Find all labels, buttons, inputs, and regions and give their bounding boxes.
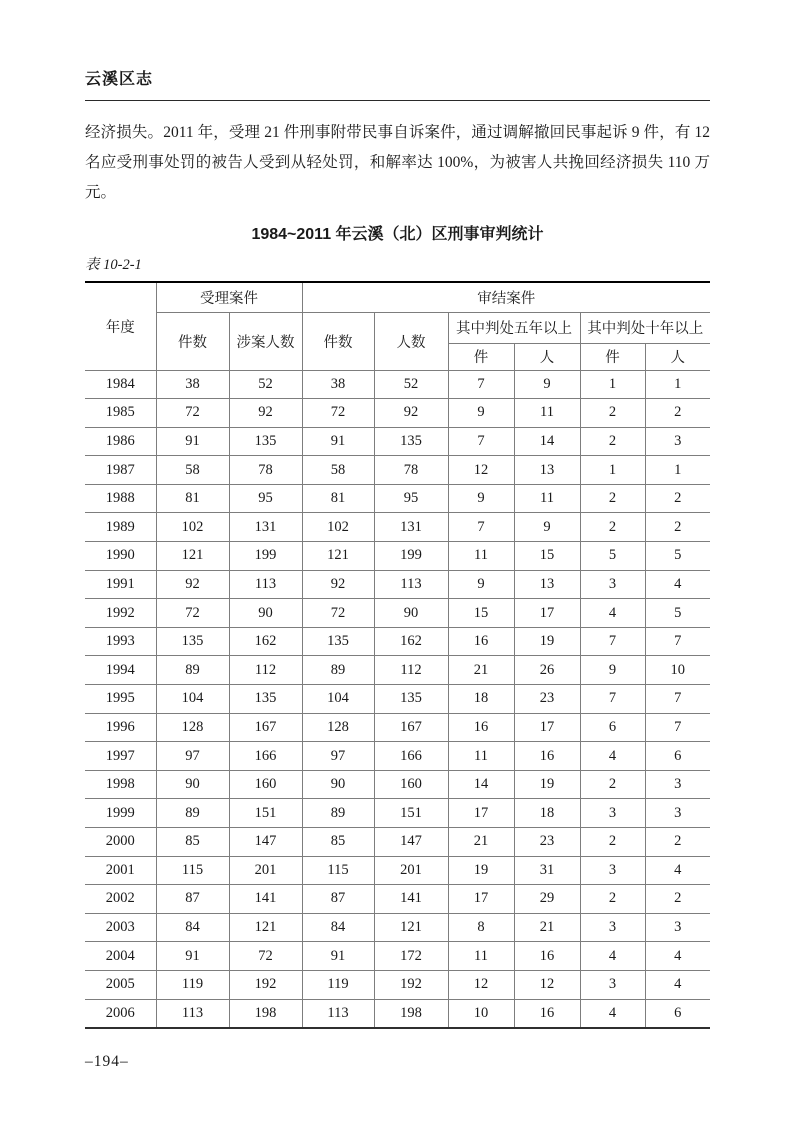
value-cell: 23	[514, 828, 580, 857]
year-cell: 2000	[85, 828, 156, 857]
value-cell: 2	[645, 885, 710, 914]
value-cell: 91	[302, 942, 374, 971]
table-row	[85, 599, 710, 628]
table-row	[85, 685, 710, 714]
value-cell: 141	[229, 885, 302, 914]
value-cell: 166	[374, 742, 448, 771]
value-cell: 84	[302, 913, 374, 942]
value-cell: 17	[514, 713, 580, 742]
table-row	[85, 656, 710, 685]
year-cell: 1985	[85, 399, 156, 428]
value-cell: 135	[374, 427, 448, 456]
header-accepted-cases: 件数	[156, 312, 229, 370]
value-cell: 2	[580, 484, 645, 513]
table-row	[85, 942, 710, 971]
value-cell: 87	[302, 885, 374, 914]
value-cell: 21	[448, 656, 514, 685]
year-cell: 1997	[85, 742, 156, 771]
value-cell: 72	[229, 942, 302, 971]
table-row	[85, 770, 710, 799]
value-cell: 9	[580, 656, 645, 685]
value-cell: 11	[514, 484, 580, 513]
value-cell: 15	[448, 599, 514, 628]
value-cell: 1	[580, 456, 645, 485]
header-concluded-group: 审结案件	[302, 282, 710, 312]
value-cell: 4	[645, 570, 710, 599]
value-cell: 90	[302, 770, 374, 799]
value-cell: 11	[514, 399, 580, 428]
value-cell: 92	[229, 399, 302, 428]
value-cell: 3	[645, 913, 710, 942]
value-cell: 4	[580, 599, 645, 628]
value-cell: 31	[514, 856, 580, 885]
value-cell: 91	[156, 942, 229, 971]
value-cell: 92	[302, 570, 374, 599]
year-cell: 2004	[85, 942, 156, 971]
value-cell: 162	[374, 627, 448, 656]
value-cell: 12	[514, 970, 580, 999]
value-cell: 18	[448, 685, 514, 714]
value-cell: 128	[302, 713, 374, 742]
value-cell: 131	[229, 513, 302, 542]
value-cell: 1	[645, 370, 710, 399]
value-cell: 15	[514, 542, 580, 571]
value-cell: 18	[514, 799, 580, 828]
value-cell: 113	[156, 999, 229, 1028]
year-cell: 1989	[85, 513, 156, 542]
value-cell: 2	[580, 828, 645, 857]
value-cell: 2	[580, 427, 645, 456]
value-cell: 6	[580, 713, 645, 742]
year-cell: 1999	[85, 799, 156, 828]
value-cell: 7	[580, 685, 645, 714]
value-cell: 19	[514, 627, 580, 656]
header-over-ten-years: 其中判处十年以上	[580, 312, 710, 343]
value-cell: 92	[156, 570, 229, 599]
table-row	[85, 999, 710, 1028]
table-row	[85, 370, 710, 399]
value-cell: 147	[374, 828, 448, 857]
statistics-table	[85, 281, 710, 1029]
value-cell: 11	[448, 742, 514, 771]
value-cell: 19	[448, 856, 514, 885]
value-cell: 58	[156, 456, 229, 485]
year-cell: 1995	[85, 685, 156, 714]
value-cell: 38	[156, 370, 229, 399]
value-cell: 90	[156, 770, 229, 799]
value-cell: 90	[374, 599, 448, 628]
table-row	[85, 484, 710, 513]
year-cell: 1992	[85, 599, 156, 628]
table-row	[85, 513, 710, 542]
table-body	[85, 370, 710, 1028]
value-cell: 2	[645, 399, 710, 428]
value-cell: 3	[645, 427, 710, 456]
value-cell: 4	[580, 942, 645, 971]
value-cell: 151	[374, 799, 448, 828]
value-cell: 89	[156, 799, 229, 828]
table-row	[85, 885, 710, 914]
value-cell: 6	[645, 742, 710, 771]
value-cell: 199	[374, 542, 448, 571]
value-cell: 115	[156, 856, 229, 885]
value-cell: 135	[374, 685, 448, 714]
value-cell: 3	[645, 799, 710, 828]
value-cell: 113	[229, 570, 302, 599]
table-title: 1984~2011 年云溪（北）区刑事审判统计	[251, 226, 544, 243]
value-cell: 104	[156, 685, 229, 714]
value-cell: 17	[448, 799, 514, 828]
header-concluded-cases: 件数	[302, 312, 374, 370]
value-cell: 9	[448, 484, 514, 513]
value-cell: 72	[156, 599, 229, 628]
value-cell: 23	[514, 685, 580, 714]
value-cell: 7	[448, 513, 514, 542]
year-cell: 2001	[85, 856, 156, 885]
header-over-five-years: 其中判处五年以上	[448, 312, 580, 343]
value-cell: 201	[374, 856, 448, 885]
year-cell: 2002	[85, 885, 156, 914]
value-cell: 7	[645, 713, 710, 742]
value-cell: 11	[448, 542, 514, 571]
value-cell: 167	[374, 713, 448, 742]
value-cell: 121	[156, 542, 229, 571]
value-cell: 3	[645, 770, 710, 799]
year-cell: 1994	[85, 656, 156, 685]
value-cell: 7	[448, 370, 514, 399]
value-cell: 95	[229, 484, 302, 513]
value-cell: 78	[374, 456, 448, 485]
value-cell: 102	[156, 513, 229, 542]
value-cell: 167	[229, 713, 302, 742]
value-cell: 16	[514, 999, 580, 1028]
value-cell: 10	[645, 656, 710, 685]
header-five-persons: 人	[514, 343, 580, 370]
value-cell: 5	[580, 542, 645, 571]
header-concluded-persons: 人数	[374, 312, 448, 370]
value-cell: 21	[514, 913, 580, 942]
value-cell: 4	[645, 970, 710, 999]
value-cell: 7	[645, 685, 710, 714]
value-cell: 16	[514, 942, 580, 971]
year-cell: 1991	[85, 570, 156, 599]
value-cell: 7	[645, 627, 710, 656]
value-cell: 198	[229, 999, 302, 1028]
value-cell: 14	[514, 427, 580, 456]
value-cell: 112	[374, 656, 448, 685]
value-cell: 72	[302, 599, 374, 628]
year-cell: 1996	[85, 713, 156, 742]
year-cell: 2005	[85, 970, 156, 999]
value-cell: 4	[645, 856, 710, 885]
value-cell: 4	[580, 999, 645, 1028]
value-cell: 13	[514, 570, 580, 599]
value-cell: 2	[645, 828, 710, 857]
value-cell: 72	[302, 399, 374, 428]
table-row	[85, 799, 710, 828]
value-cell: 12	[448, 970, 514, 999]
body-paragraph: 经济损失。2011 年，受理 21 件刑事附带民事自诉案件，通过调解撤回民事起诉 9 件，有 12 名应受刑事处罚的被告人受到从轻处罚，和解率达 100%，为被害人共挽回经济损失 110 万元。	[85, 124, 710, 201]
table-row	[85, 456, 710, 485]
value-cell: 12	[448, 456, 514, 485]
value-cell: 95	[374, 484, 448, 513]
value-cell: 198	[374, 999, 448, 1028]
value-cell: 121	[302, 542, 374, 571]
value-cell: 5	[645, 542, 710, 571]
value-cell: 17	[448, 885, 514, 914]
value-cell: 4	[645, 942, 710, 971]
year-cell: 1988	[85, 484, 156, 513]
value-cell: 3	[580, 570, 645, 599]
value-cell: 14	[448, 770, 514, 799]
header-row-1	[85, 282, 710, 312]
value-cell: 135	[302, 627, 374, 656]
table-row	[85, 542, 710, 571]
value-cell: 16	[514, 742, 580, 771]
table-header	[85, 282, 710, 370]
value-cell: 26	[514, 656, 580, 685]
table-row	[85, 856, 710, 885]
value-cell: 8	[448, 913, 514, 942]
value-cell: 147	[229, 828, 302, 857]
header-accepted-persons: 涉案人数	[229, 312, 302, 370]
header-ten-persons: 人	[645, 343, 710, 370]
year-cell: 1984	[85, 370, 156, 399]
value-cell: 16	[448, 627, 514, 656]
value-cell: 2	[645, 484, 710, 513]
value-cell: 97	[156, 742, 229, 771]
value-cell: 13	[514, 456, 580, 485]
value-cell: 7	[448, 427, 514, 456]
value-cell: 84	[156, 913, 229, 942]
value-cell: 90	[229, 599, 302, 628]
value-cell: 2	[645, 513, 710, 542]
table-row	[85, 570, 710, 599]
value-cell: 1	[645, 456, 710, 485]
value-cell: 201	[229, 856, 302, 885]
table-row	[85, 828, 710, 857]
value-cell: 2	[580, 399, 645, 428]
value-cell: 2	[580, 513, 645, 542]
table-row	[85, 742, 710, 771]
table-row	[85, 713, 710, 742]
value-cell: 160	[229, 770, 302, 799]
header-five-cases: 件	[448, 343, 514, 370]
value-cell: 58	[302, 456, 374, 485]
value-cell: 87	[156, 885, 229, 914]
value-cell: 166	[229, 742, 302, 771]
value-cell: 4	[580, 742, 645, 771]
page-number: –194–	[85, 1052, 129, 1070]
header-ten-cases: 件	[580, 343, 645, 370]
year-cell: 1993	[85, 627, 156, 656]
value-cell: 21	[448, 828, 514, 857]
value-cell: 113	[302, 999, 374, 1028]
value-cell: 29	[514, 885, 580, 914]
value-cell: 6	[645, 999, 710, 1028]
value-cell: 97	[302, 742, 374, 771]
value-cell: 72	[156, 399, 229, 428]
value-cell: 89	[302, 656, 374, 685]
value-cell: 192	[374, 970, 448, 999]
value-cell: 92	[374, 399, 448, 428]
value-cell: 112	[229, 656, 302, 685]
value-cell: 135	[229, 685, 302, 714]
value-cell: 10	[448, 999, 514, 1028]
value-cell: 85	[302, 828, 374, 857]
value-cell: 19	[514, 770, 580, 799]
table-label: 表 10-2-1	[85, 257, 142, 273]
value-cell: 2	[580, 885, 645, 914]
value-cell: 3	[580, 856, 645, 885]
year-cell: 1990	[85, 542, 156, 571]
value-cell: 9	[448, 399, 514, 428]
value-cell: 9	[514, 513, 580, 542]
value-cell: 38	[302, 370, 374, 399]
value-cell: 119	[302, 970, 374, 999]
value-cell: 119	[156, 970, 229, 999]
value-cell: 17	[514, 599, 580, 628]
value-cell: 5	[645, 599, 710, 628]
value-cell: 52	[229, 370, 302, 399]
value-cell: 172	[374, 942, 448, 971]
value-cell: 113	[374, 570, 448, 599]
value-cell: 141	[374, 885, 448, 914]
value-cell: 135	[156, 627, 229, 656]
value-cell: 11	[448, 942, 514, 971]
running-header: 云溪区志	[85, 66, 710, 101]
value-cell: 151	[229, 799, 302, 828]
header-accepted-group: 受理案件	[156, 282, 302, 312]
value-cell: 91	[156, 427, 229, 456]
value-cell: 3	[580, 970, 645, 999]
value-cell: 135	[229, 427, 302, 456]
value-cell: 104	[302, 685, 374, 714]
year-cell: 2003	[85, 913, 156, 942]
value-cell: 3	[580, 799, 645, 828]
value-cell: 162	[229, 627, 302, 656]
value-cell: 102	[302, 513, 374, 542]
value-cell: 131	[374, 513, 448, 542]
table-row	[85, 427, 710, 456]
header-year: 年度	[85, 282, 156, 370]
value-cell: 7	[580, 627, 645, 656]
value-cell: 78	[229, 456, 302, 485]
value-cell: 1	[580, 370, 645, 399]
value-cell: 81	[156, 484, 229, 513]
table-row	[85, 913, 710, 942]
table-row	[85, 627, 710, 656]
value-cell: 121	[229, 913, 302, 942]
value-cell: 192	[229, 970, 302, 999]
value-cell: 199	[229, 542, 302, 571]
table-row	[85, 970, 710, 999]
header-row-2	[85, 312, 710, 343]
value-cell: 81	[302, 484, 374, 513]
value-cell: 89	[156, 656, 229, 685]
value-cell: 115	[302, 856, 374, 885]
value-cell: 16	[448, 713, 514, 742]
value-cell: 2	[580, 770, 645, 799]
year-cell: 1998	[85, 770, 156, 799]
value-cell: 91	[302, 427, 374, 456]
year-cell: 1987	[85, 456, 156, 485]
value-cell: 3	[580, 913, 645, 942]
value-cell: 52	[374, 370, 448, 399]
value-cell: 89	[302, 799, 374, 828]
value-cell: 85	[156, 828, 229, 857]
year-cell: 2006	[85, 999, 156, 1028]
table-row	[85, 399, 710, 428]
value-cell: 9	[448, 570, 514, 599]
year-cell: 1986	[85, 427, 156, 456]
value-cell: 9	[514, 370, 580, 399]
value-cell: 160	[374, 770, 448, 799]
value-cell: 121	[374, 913, 448, 942]
value-cell: 128	[156, 713, 229, 742]
